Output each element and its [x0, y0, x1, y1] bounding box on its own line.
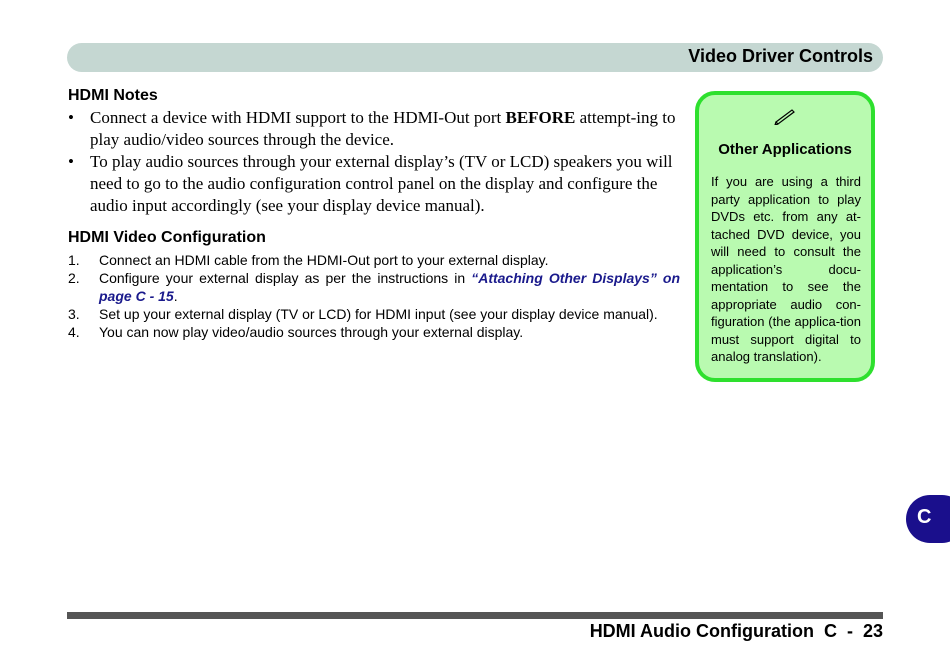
pen-icon [699, 107, 871, 130]
hdmi-video-heading: HDMI Video Configuration [68, 229, 266, 246]
header-bar [67, 43, 883, 72]
header-title: Video Driver Controls [688, 46, 873, 66]
footer-page-label: HDMI Audio Configuration C - 23 [589, 621, 883, 641]
step-item [68, 269, 680, 305]
step-text: You can now play video/audio sources through your external display. [99, 324, 524, 340]
hdmi-video-steps [68, 251, 680, 341]
hdmi-notes-list [68, 107, 680, 217]
note-text: Connect a device with HDMI support to the HDMI-Out port [90, 108, 506, 127]
bullet-icon: • [68, 152, 74, 171]
step-number: 3. [68, 306, 80, 322]
step-text: Connect an HDMI cable from the HDMI-Out port to your external display. [99, 252, 549, 268]
bullet-icon: • [68, 108, 74, 127]
step-item [68, 323, 680, 341]
sidebar-title: Other Applications [718, 141, 852, 158]
note-text: To play audio sources through your external display’s (TV or LCD) speakers you will need to go to the audio configuration control panel on the display and configure the audio input accordingly (see your display device manual). [90, 152, 673, 215]
note-emphasis: BEFORE [505, 108, 576, 127]
sidebar-body: If you are using a third party application to play DVDs etc. from any at-tached DVD device, you will need to consult the application’s docu-mentation to see the appropriate audio con-figuration (the applica-tion must support digital to analog translation). [711, 174, 861, 364]
step-item [68, 305, 680, 323]
note-text: attempt-ing to play audio/video sources through the device. [90, 108, 676, 149]
list-item [68, 151, 680, 217]
attaching-displays-link[interactable]: “Attaching Other Displays” on page C - 15 [99, 270, 681, 304]
step-text: Set up your external display (TV or LCD) for HDMI input (see your display device manual). [99, 306, 658, 322]
step-text: Configure your external display as per the instructions in [99, 270, 472, 286]
footer-rule [67, 612, 883, 619]
list-item [68, 107, 680, 151]
hdmi-notes-heading: HDMI Notes [68, 87, 158, 104]
other-applications-box [695, 91, 875, 382]
appendix-tab [906, 495, 950, 543]
step-number: 1. [68, 252, 80, 268]
step-number: 2. [68, 270, 80, 286]
step-text: . [173, 288, 178, 304]
tab-label: C [917, 506, 932, 528]
step-item [68, 251, 680, 269]
step-number: 4. [68, 324, 80, 340]
